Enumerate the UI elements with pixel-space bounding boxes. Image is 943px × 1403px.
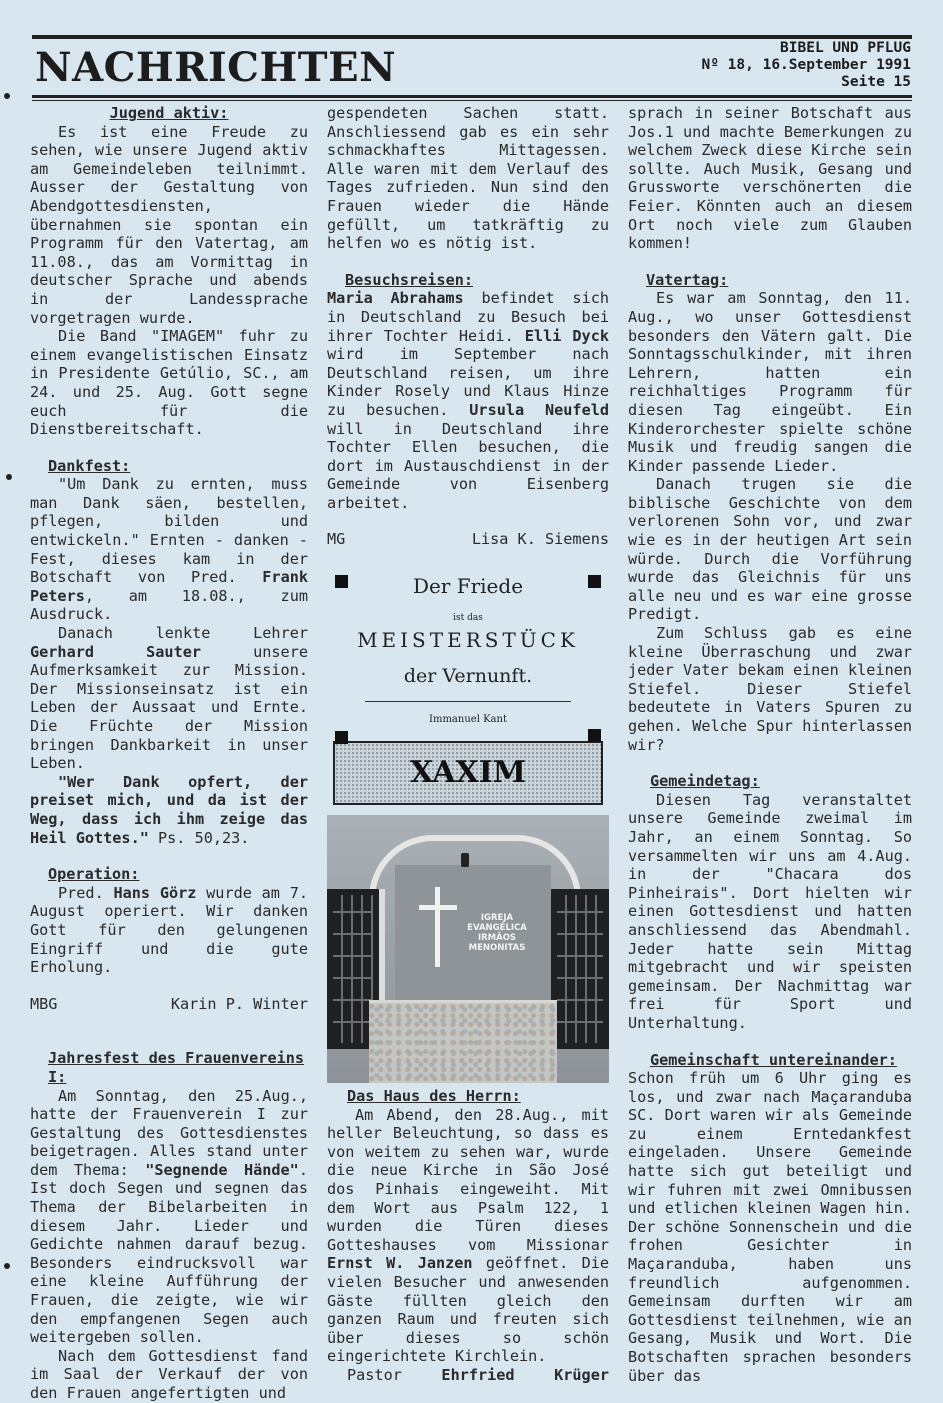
haus-continued: sprach in seiner Botschaft aus Jos.1 und machte Bemerkungen zu welchem Zweck diese Kirche sein sollte. Auch Musik, Gesang und Grussworte verschönerten die Feier. Könnten auch an diesem Ort noch viele zum Glauben kommen!	[628, 104, 912, 253]
column-3	[628, 104, 912, 1385]
frauenverein-continued: gespendeten Sachen statt. Anschliessend gab es ein sehr schmackhaftes Mittagessen. Alle waren mit dem Verlauf des Tages zufrieden. Nun sind den Frauen wieder die Hände gefüllt, um tatkräftig zu helfen wo es nötig ist.	[327, 104, 609, 253]
besuch-heading: Besuchsreisen:	[345, 270, 474, 289]
dankfest-quote: "Wer Dank opfert, der preiset mich, und da ist der Weg, dass ich ihm zeige das Heil Gottes." Ps. 50,23.	[30, 772, 308, 847]
cross-icon-bar	[419, 905, 457, 910]
masthead-title: NACHRICHTEN	[35, 44, 397, 91]
column-2	[327, 104, 609, 1385]
dankfest-heading: Dankfest:	[48, 456, 131, 475]
page-number: Seite 15	[841, 74, 911, 90]
quote-line-4: der Vernunft.	[403, 665, 533, 688]
besuch-paragraph: Maria Abrahams befindet sich in Deutschland zu Besuch bei ihrer Tochter Heidi. Elli Dyck wird im September nach Deutschland reisen, um ihre Kinder Rosely und Klaus Hinze zu besuchen. Ursula Neufeld will in Deutschland ihre Tochter Ellen besuchen, die dort im Austauschdienst in der Gemeinde von Eisenberg arbeitet.	[327, 289, 609, 512]
signature-2: MG Lisa K. Siemens	[327, 530, 609, 549]
quote-line-1: Der Friede	[412, 574, 524, 599]
quote-divider	[365, 701, 571, 702]
gemeindetag-paragraph: Diesen Tag veranstaltet unsere Gemeinde zweimal im Jahr, an einem Sonntag. So versammelten wir uns am 4.Aug. in der "Chacara dos Pinheirais". Dort hielten wir einen Gottesdienst und hatten anschliessend das Abendmahl. Jeder hatte sein Mittag mitgebracht und wir speisten gemeinsam. Der Nachmittag war frei für Sport und Unterhaltung.	[628, 790, 912, 1032]
haus-paragraph: Am Abend, den 28.Aug., mit heller Beleuchtung, so dass es von weitem zu sehen war, wurde die neue Kirche in São José dos Pinhais eingeweiht. Mit dem Wort aus Psalm 122, 1 wurden die Türen dieses Gotteshauses vom Missionar Ernst W. Janzen geöffnet. Die vielen Besucher und anwesenden Gäste füllten gleich den ganzen Raum und freuten sich über dieses so schön eingerichtete Kirchlein.	[327, 1105, 610, 1366]
pastor-line: Pastor Ehrfried Krüger	[347, 1365, 609, 1384]
masthead-rule-bottom	[32, 95, 912, 98]
masthead-rule-bottom-thin	[32, 100, 912, 101]
dankfest-paragraph-1: "Um Dank zu ernten, muss man Dank säen, bestellen, pflegen, bilden und entwickeln." Ernten - danken - Fest, dieses kam in der Botschaft von Pred. Frank Peters, am 18.08., zum Ausdruck.	[30, 475, 308, 624]
quote-square	[335, 731, 348, 744]
issue-number-date: Nº 18, 16.September 1991	[701, 57, 911, 73]
church-photo	[327, 815, 609, 1083]
issue-info	[701, 40, 911, 91]
signature-1: MBG Karin P. Winter	[30, 994, 308, 1013]
publication-name: BIBEL UND PFLUG	[780, 40, 911, 56]
jugend-heading: Jugend aktiv:	[109, 104, 229, 122]
masthead-rule-top	[32, 35, 912, 39]
church-sign: IGREJA EVANGÉLICA IRMÃOS MENONITAS	[467, 913, 527, 954]
jugend-paragraph-2: Die Band "IMAGEM" fuhr zu einem evangelistischen Einsatz in Presidente Getúlio, SC., am 24. und 25. Aug. Gott segne euch für die Dienstbereitschaft.	[30, 327, 308, 439]
quote-line-3: MEISTERSTÜCK	[357, 628, 579, 653]
binder-hole	[4, 93, 10, 99]
operation-heading: Operation:	[48, 865, 140, 884]
mosaic-floor	[369, 1000, 557, 1083]
quote-line-2: ist das	[453, 613, 483, 624]
lamp	[461, 853, 469, 867]
quote-square	[588, 729, 601, 742]
binder-hole	[4, 1263, 10, 1269]
jahresfest-heading: Jahresfest des Frauenvereins I:	[48, 1049, 305, 1086]
dankfest-paragraph-2: Danach lenkte Lehrer Gerhard Sauter unsere Aufmerksamkeit zur Mission. Der Missionseinsatz ist ein Leben der Aussaat und Ernte. Die Früchte der Mission bringen Dankbarkeit in unser Leben.	[30, 624, 308, 773]
gemeinschaft-heading: Gemeinschaft untereinander:	[650, 1050, 897, 1069]
operation-paragraph: Pred. Hans Görz wurde am 7. August operiert. Wir danken Gott für den gelungenen Eingriff und die gute Erholung.	[30, 883, 308, 977]
jahresfest-paragraph-2: Nach dem Gottesdienst fand im Saal der Verkauf der von den Frauen angefertigten und	[30, 1346, 308, 1402]
column-1	[30, 104, 308, 1403]
cross-icon	[435, 887, 440, 967]
kant-quote-box	[327, 553, 609, 729]
jahresfest-paragraph-1: Am Sonntag, den 25.Aug., hatte der Frauenverein I zur Gestaltung des Gottesdienstes beigetragen. Alles stand unter dem Thema: "Segnende Hände". Ist doch Segen und segnen das Thema der Bibelarbeiten in diesem Jahr. Lieder und Gedichte nahmen darauf bezug. Besonders eindrucksvoll war eine kleine Aufführung der Frauen, die zeigte, wie wir den empfangenen Segen auch weitergeben sollen.	[30, 1086, 308, 1347]
quote-author: Immanuel Kant	[429, 714, 507, 726]
vatertag-heading: Vatertag:	[646, 270, 729, 289]
gemeindetag-heading: Gemeindetag:	[650, 772, 760, 791]
vatertag-paragraph-2: Danach trugen sie die biblische Geschichte von dem verlorenen Sohn vor, und zwar wie es in der heutigen Art sein würde. Durch die Vorführung wurde das Gleichnis für uns alle neu und es war eine grosse Predigt.	[628, 475, 912, 624]
xaxim-banner: XAXIM	[333, 741, 603, 805]
haus-heading: Das Haus des Herrn:	[347, 1087, 521, 1106]
gemeinschaft-paragraph: Schon früh um 6 Uhr ging es los, und zwar nach Maçaranduba SC. Dort waren wir als Gemeinde zu einem Erntedankfest eingeladen. Unsere Gemeinde hatte sich gut beteiligt und wir fuhren mit zwei Omnibussen und etlichen kleinen Wagen hin. Der schöne Sonnenschein und die frohen Gesichter in Maçaranduba, haben uns freundlich aufgenommen. Gemeinsam durften wir am Gottesdienst teilnehmen, wie an Gesang, Musik und Wort. Die Botschaften sprachen besonders über das	[628, 1069, 912, 1385]
vatertag-paragraph-1: Es war am Sonntag, den 11. Aug., wo unser Gottesdienst besonders den Vätern galt. Die Sonntagsschulkinder, mit ihren Lehrern, hatten ein reichhaltiges Programm für diesen Tag eingeübt. Ein Kinderorchester spielte schöne Musik und freudig sangen die Kinder passende Lieder.	[628, 289, 912, 475]
jugend-paragraph-1: Es ist eine Freude zu sehen, wie unsere Jugend aktiv am Gemeindeleben teilnimmt. Ausser der Gestaltung von Abendgottesdiensten, übernahmen sie spontan ein Programm für den Vatertag, am 11.08., das am Vormittag in deutscher Sprache und abends in der Landessprache vorgetragen wurde.	[30, 122, 308, 327]
binder-hole	[6, 474, 12, 480]
vatertag-paragraph-3: Zum Schluss gab es eine kleine Überraschung und zwar jeder Vater bekam einen kleinen Stiefel. Dieser Stiefel bedeutete in Vaters Spuren zu gehen. Welche Spur hinterlassen wir?	[628, 624, 912, 754]
